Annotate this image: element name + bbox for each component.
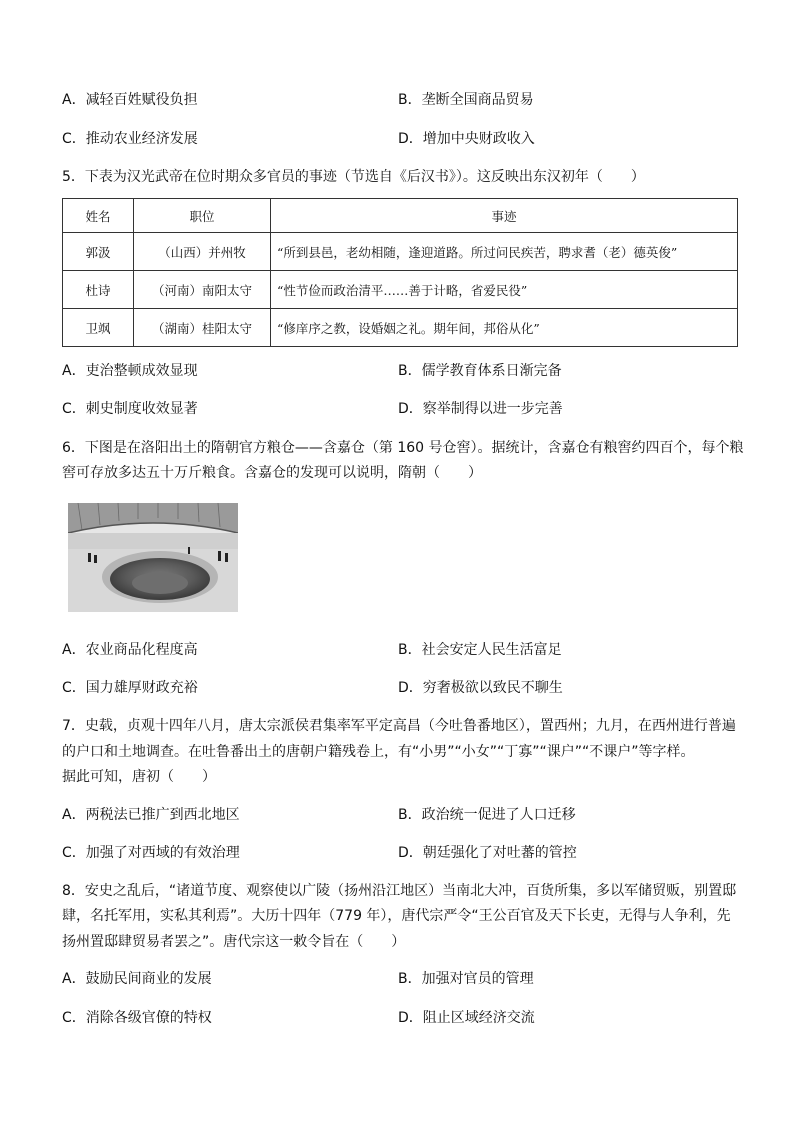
table-cell: （山西）并州牧 [134, 233, 271, 271]
q4-option-c[interactable]: C．推动农业经济发展 [62, 131, 198, 147]
table-cell: “性节俭而政治清平……善于计略，省爱民役” [271, 271, 738, 309]
q6-stem-line1: 6．下图是在洛阳出土的隋朝官方粮仓——含嘉仓（第 160 号仓窖）。据统计，含嘉仓有粮窖约四百个，每个粮 [62, 440, 744, 456]
q4-option-d[interactable]: D．增加中央财政收入 [398, 131, 535, 147]
q5-table [62, 198, 738, 347]
table-cell: “所到县邑，老幼相随，逢迎道路。所过问民疾苦，聘求耆（老）德英俊” [271, 233, 738, 271]
q5-option-b[interactable]: B．儒学教育体系日渐完备 [398, 363, 562, 379]
table-header-deeds: 事迹 [271, 199, 738, 233]
q8-option-b[interactable]: B．加强对官员的管理 [398, 971, 534, 987]
q7-option-a[interactable]: A．两税法已推广到西北地区 [62, 807, 240, 823]
table-row [63, 309, 738, 347]
table-cell: （河南）南阳太守 [134, 271, 271, 309]
q7-stem-line1: 7．史载，贞观十四年八月，唐太宗派侯君集率军平定高昌（今吐鲁番地区），置西州；九月，在西州进行普遍 [62, 718, 736, 734]
q5-option-c[interactable]: C．刺史制度收效显著 [62, 401, 198, 417]
q5-stem: 5．下表为汉光武帝在位时期众多官员的事迹（节选自《后汉书》）。这反映出东汉初年（ ） [62, 169, 645, 185]
q7-stem-line3: 据此可知，唐初（ ） [62, 769, 216, 785]
q6-option-d[interactable]: D．穷奢极欲以致民不聊生 [398, 680, 563, 696]
granary-photo [68, 503, 238, 612]
q8-stem-line3: 扬州置邸肆贸易者罢之”。唐代宗这一敕令旨在（ ） [62, 934, 406, 950]
table-row [63, 233, 738, 271]
q5-option-d[interactable]: D．察举制得以进一步完善 [398, 401, 563, 417]
table-cell: （湖南）桂阳太守 [134, 309, 271, 347]
q6-option-c[interactable]: C．国力雄厚财政充裕 [62, 680, 198, 696]
q4-option-a[interactable]: A．减轻百姓赋役负担 [62, 92, 198, 108]
q8-option-c[interactable]: C．消除各级官僚的特权 [62, 1010, 212, 1026]
table-header-name: 姓名 [63, 199, 134, 233]
q5-option-a[interactable]: A．吏治整顿成效显现 [62, 363, 198, 379]
q7-option-d[interactable]: D．朝廷强化了对吐蕃的管控 [398, 845, 577, 861]
q8-stem-line2: 肆，名托军用，实私其利焉”。大历十四年（779 年），唐代宗严令“王公百官及天下长吏，无得与人争利，先 [62, 908, 731, 924]
table-header-row [63, 199, 738, 233]
table-row [63, 271, 738, 309]
q8-stem-line1: 8．安史之乱后，“诸道节度、观察使以广陵（扬州沿江地区）当南北大冲，百货所集，多以军储贸贩，别置邸 [62, 883, 737, 899]
q6-stem-line2: 窖可存放多达五十万斤粮食。含嘉仓的发现可以说明，隋朝（ ） [62, 465, 482, 481]
table-cell: 卫飒 [63, 309, 134, 347]
q7-option-b[interactable]: B．政治统一促进了人口迁移 [398, 807, 576, 823]
table-cell: 杜诗 [63, 271, 134, 309]
q6-option-b[interactable]: B．社会安定人民生活富足 [398, 642, 562, 658]
q8-option-d[interactable]: D．阻止区域经济交流 [398, 1010, 535, 1026]
table-header-position: 职位 [134, 199, 271, 233]
q7-option-c[interactable]: C．加强了对西域的有效治理 [62, 845, 240, 861]
q6-option-a[interactable]: A．农业商品化程度高 [62, 642, 198, 658]
q4-option-b[interactable]: B．垄断全国商品贸易 [398, 92, 534, 108]
q8-option-a[interactable]: A．鼓励民间商业的发展 [62, 971, 212, 987]
table-cell: “修庠序之教，设婚姻之礼。期年间，邦俗从化” [271, 309, 738, 347]
table-cell: 郭汲 [63, 233, 134, 271]
q7-stem-line2: 的户口和土地调查。在吐鲁番出土的唐朝户籍残卷上，有“小男”“小女”“丁寡”“课户”“不课户”等字样。 [62, 744, 695, 760]
